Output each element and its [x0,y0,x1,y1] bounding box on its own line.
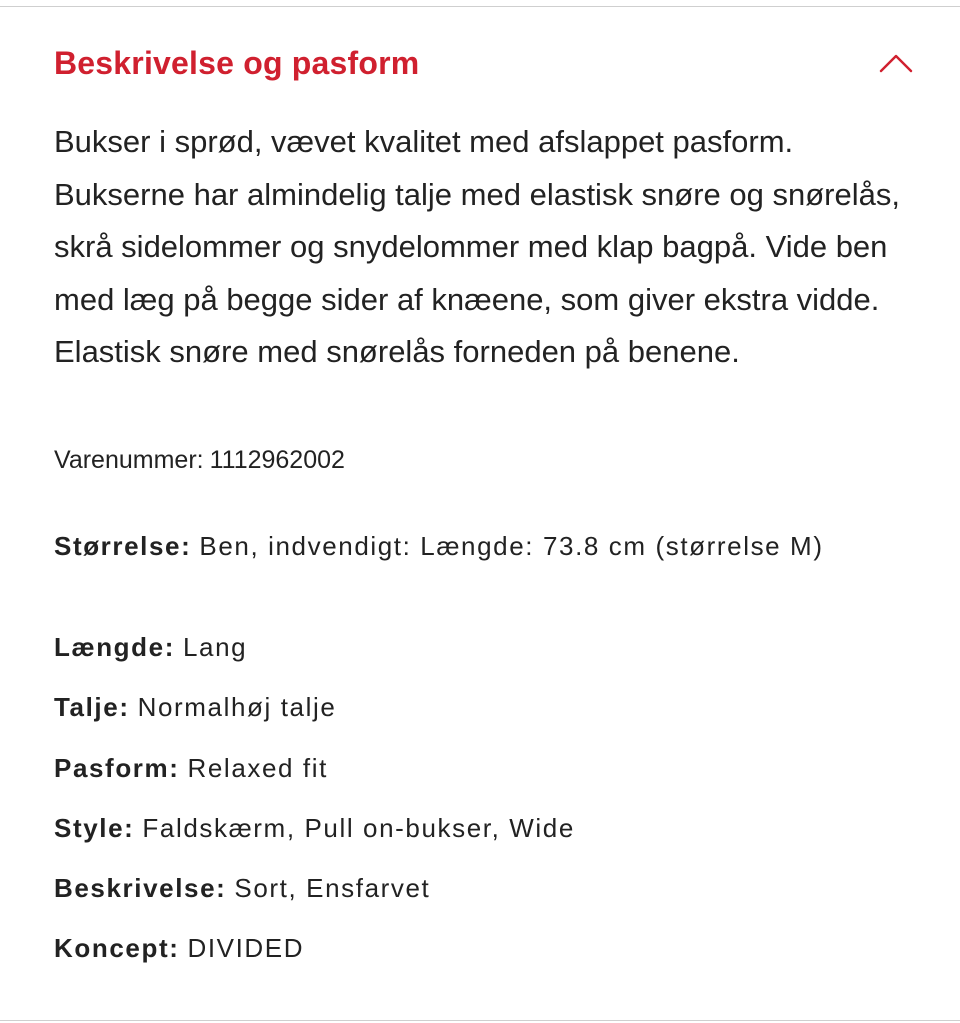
attribute-length [54,627,914,667]
attribute-style [54,808,914,848]
accordion-title: Beskrivelse og pasform [54,44,420,81]
attribute-size [54,526,914,566]
attribute-fit [54,748,914,788]
article-number-label: Varenummer: [54,446,204,474]
attribute-value: Normalhøj talje [137,692,337,722]
top-divider [0,6,960,7]
product-description: Bukser i sprød, vævet kvalitet med afslappet pasform. Bukserne har almindelig talje med elastisk snøre og snørelås, skrå sidelommer og snydelommer med klap bagpå. Vide ben med læg på begge sider af knæene, som giver ekstra vidde. Elastisk snøre med snørelås forneden på benene. [54,124,900,369]
attribute-value: Relaxed fit [187,753,328,783]
article-number-value: 1112962002 [209,446,345,474]
attribute-key: Beskrivelse: [54,873,227,903]
attribute-value: Faldskærm, Pull on-bukser, Wide [142,813,575,843]
attribute-key: Koncept: [54,933,180,963]
attribute-waist [54,687,914,727]
attribute-value: Ben, indvendigt: Længde: 73.8 cm (størrelse M) [199,531,824,561]
attribute-key: Talje: [54,692,130,722]
attribute-key: Længde: [54,632,175,662]
attribute-key: Style: [54,813,135,843]
attribute-value: Lang [182,632,248,662]
attribute-key: Størrelse: [54,531,192,561]
article-number [54,446,345,475]
accordion-header-description-fit[interactable] [54,36,914,90]
attribute-value: DIVIDED [187,933,305,963]
bottom-divider [0,1020,960,1021]
attribute-concept [54,928,914,968]
attribute-key: Pasform: [54,753,180,783]
attribute-description [54,868,914,908]
chevron-up-icon[interactable] [878,45,914,81]
attribute-value: Sort, Ensfarvet [234,873,431,903]
